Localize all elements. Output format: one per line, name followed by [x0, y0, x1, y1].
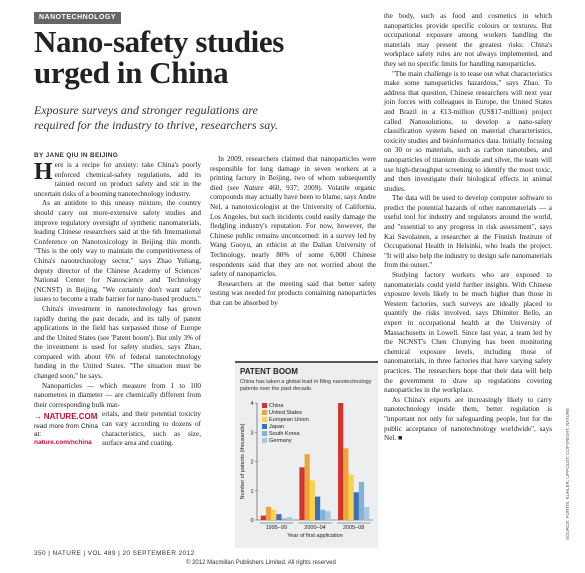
y-tick-label: 1	[250, 488, 254, 495]
nature-brand-sub: read more from China at:	[34, 423, 98, 439]
legend-swatch	[262, 403, 267, 408]
bar-japan	[276, 514, 281, 520]
y-tick-label: 3	[250, 430, 254, 437]
bar-germany	[287, 517, 292, 520]
chart-plot	[235, 395, 378, 550]
bar-united-states	[305, 454, 310, 520]
paragraph: China's investment in nanotechnology has grown rapidly during the past decade, and its tally of patent applications in the field has surpassed those of Europe and the United States (see 'Patent boom'). But only 3% of the investment is used for safety studies, says Zhao, compared with about 6% of federal nanotechnology funding in the United States. "The situation must be changed soon," he says.	[34, 304, 201, 381]
legend-label: Germany	[269, 438, 292, 444]
bar-china	[338, 403, 343, 520]
legend-label: China	[269, 403, 284, 409]
article-column-2	[210, 155, 376, 309]
paragraph: As China's exports are increasingly likely to carry nanotechnology inside them, better regulation is "important not only for safeguarding people, but for the public acceptance of nanotechnology worldwide", says Nel. ■	[384, 395, 552, 443]
legend-swatch	[262, 417, 267, 422]
bar-european-union	[271, 510, 276, 520]
y-tick-label: 0	[250, 518, 254, 524]
x-tick-label: 2005–08	[342, 525, 365, 531]
legend-swatch	[262, 410, 267, 415]
paragraph-wrap: → NATURE.COM read more from China at: nature.com/nchina erials, and their potential toxicity can vary according to dozens of characteristics, such as size, surface area and coating.	[34, 410, 201, 448]
byline: BY JANE QIU IN BEIJING	[34, 152, 119, 159]
paragraph: Nanoparticles — which measure from 1 to 100 nanometres in diameter — are chemically different from their corresponding bulk mat-	[34, 381, 201, 409]
x-tick-label: 1995–99	[265, 525, 288, 531]
bar-european-union	[310, 481, 315, 520]
bar-china	[299, 467, 304, 520]
chart-subtitle: China has taken a global lead in filing nanotechnology patents over the past decade.	[240, 379, 372, 392]
bar-south-korea	[282, 519, 287, 520]
bar-south-korea	[359, 482, 364, 520]
section-tag: NANOTECHNOLOGY	[34, 12, 121, 24]
copyright: © 2012 Macmillan Publishers Limited. All rights reserved	[186, 560, 336, 566]
reference-journal: Nature	[243, 183, 264, 192]
paragraph: Researchers at the meeting said that better safety testing was needed for products containing nanoparticles that can be absorbed by	[210, 279, 376, 307]
nature-brand: → NATURE.COM	[34, 412, 98, 422]
y-tick-label: 2	[250, 459, 254, 466]
bar-japan	[315, 497, 320, 520]
bar-european-union	[348, 475, 353, 520]
y-tick-label: 4	[250, 401, 254, 407]
y-axis-label: Number of patents (thousands)	[240, 423, 246, 500]
paragraph: As an antidote to this uneasy mixture, the country should carry out more-extensive safety studies and improve regulatory oversight of synthetic nanomaterials, leading Chinese researchers said at the 6th International Conference on Nanotoxicology in Beijing this month. "This is the only way to maintain the competitiveness of China's nanotechnology sector," says Zhao Yuliang, deputy director of the Chinese Academy of Sciences' National Center for Nanoscience and Technology (NCNST) in Beijing. "We certainly don't want safety issues to become a trade barrier for nano-based products."	[34, 199, 201, 304]
dropcap: H	[34, 159, 53, 185]
legend-label: United States	[269, 410, 303, 416]
bar-germany	[325, 511, 330, 520]
nature-brand-link[interactable]: nature.com/nchina	[34, 439, 92, 447]
patent-boom-chart	[235, 361, 378, 548]
paragraph: The data will be used to develop computer software to predict the potential hazards of other nanomaterials — a useful tool for industry and regulators around the world, and "essential to any progress in risk assessment", says Kai Savolainen, a researcher at the Finnish Institute of Occupational Health in Helsinki, who leads the project. "It will also help the industry to design safe nanomaterials from the outset."	[384, 194, 552, 270]
article-column-1	[34, 161, 201, 470]
bar-germany	[364, 507, 369, 520]
x-axis-label: Year of first application	[287, 533, 343, 539]
standfirst: Exposure surveys and stronger regulations are required for the industry to thrive, researchers say.	[34, 103, 278, 132]
page-footer: 350 | NATURE | VOL 489 | 20 SEPTEMBER 2012	[34, 550, 195, 557]
bar-japan	[354, 492, 359, 520]
chart-title: PATENT BOOM	[240, 367, 298, 376]
paragraph: Here is a recipe for anxiety: take China's poorly enforced chemical-safety regulations, add its tainted record on product safety and stir in the uncertain risks of a booming nanotechnology industry.	[34, 159, 201, 198]
legend-label: Japan	[269, 424, 284, 430]
paragraph: Studying factory workers who are exposed to nanomaterials could yield further insights. With Chinese exposure levels likely to be much higher than those in Western factories, such surveys are ideally placed to quantify the risks involved, says Dhimiter Bello, an expert in occupational health at the University of Massachusetts in Lowell. Since last year, a team led by the NCNST's Chen Chunying has been monitoring chemical exposure levels, including those of nanomaterials, in three factories that have varying safety practices. The researchers hope that their data will help the government to draw up regulations covering nanoparticles in the workplace.	[384, 271, 552, 395]
arrow-icon: →	[34, 412, 42, 422]
x-tick-label: 2000–04	[304, 525, 326, 531]
article-column-3	[384, 12, 552, 444]
legend-swatch	[262, 438, 267, 443]
paragraph: In 2009, researchers claimed that nanoparticles were responsible for lung damage in seven workers at a printing factory in Beijing, two of whom subsequently died (see Nature 460, 937; 2009). Volatile organic compounds may actually have been to blame, says Andre Nel, a nanotoxicologist at the University of California, Los Angeles, but such incidents could easily damage the fledgling industry's reputation. For now, however, the Chinese public remains unconcerned: in a survey led by Wang Guoyu, an ethicist at the Dalian University of Technology, nearly 80% of some 6,000 Chinese respondents said that they are not worried about the safety of nanoparticles.	[210, 155, 376, 279]
paragraph: the body, such as food and cosmetics in which nanoparticles provide specific colours or textures. But occupational exposure among workers handling the materials may present the greatest risks: China's workplace safety rules are not always implemented, and they set no specific limits for handling nanoparticles.	[384, 12, 552, 68]
legend-swatch	[262, 424, 267, 429]
bar-united-states	[266, 507, 271, 520]
paragraph: "The main challenge is to tease out what characteristics make some nanoparticles hazardous," says Zhao. To address that question, Chinese researchers will next year join forces with colleagues in Europe, the United States and Brazil in a €13-million (US$17-million) project called Nanosolutions, to develop a nano-safety classification system based on material characteristics, toxicity studies and bioinformatics data. Initially focusing on 30 or so materials, such as carbon nanotubes, and nanoparticles of titanium dioxide and silver, the team will use high-throughput screening to identify the most toxic, and then investigate their biological effects in animal studies.	[384, 69, 552, 193]
bar-china	[261, 516, 266, 520]
legend-label: European Union	[269, 417, 309, 423]
legend-swatch	[262, 431, 267, 436]
bar-south-korea	[320, 510, 325, 520]
source-credit: SOURCE: FORTIS, KUHLER, LIPPOLDT; COPYRIGHT; NATURE	[565, 407, 570, 540]
headline: Nano-safety studies urged in China	[34, 24, 284, 90]
nature-promo-box[interactable]	[34, 412, 98, 470]
bar-united-states	[343, 448, 348, 520]
legend-label: South Korea	[269, 431, 300, 437]
